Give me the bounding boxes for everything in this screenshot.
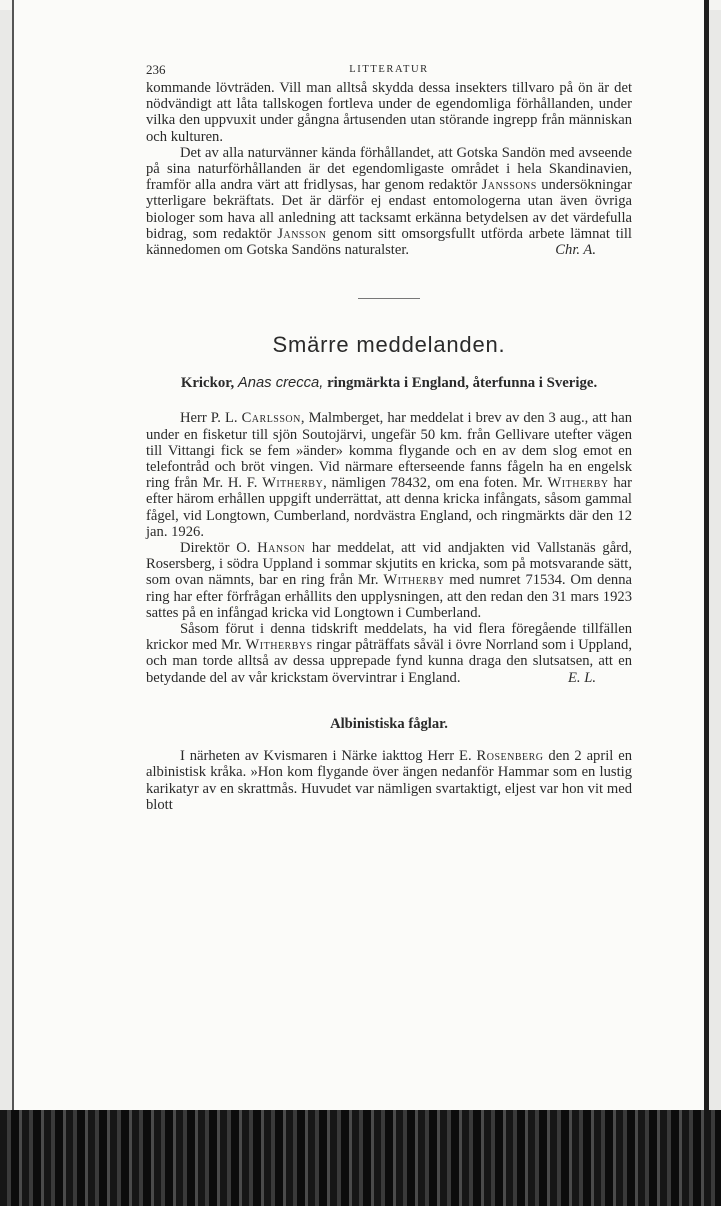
species-name: Anas crecca, [237, 375, 324, 392]
review-p2-text-c: genom sitt omsorgsfullt utförda arbete lämnat till kännedomen om Gotska Sandöns naturalster. [146, 225, 632, 259]
article-paragraph-2 [146, 540, 632, 621]
a2-p1-b: den 2 april en albinistisk kråka. »Hon kom flygande över ängen nedanför Hammar som en lustig karikatyr av en skrattmås. Huvudet var nämligen svartaktigt, eljest var hon vit med blott [146, 748, 632, 813]
review-p2-text-b: undersökningar ytterligare bekräftats. Det är därför ej endast entomologerna utan även övriga biologer som hava all anledning att tacksamt erkänna betydelsen av det värdefulla bidrag, som redaktör [146, 177, 633, 242]
a1-p3-a: Såsom förut i denna tidskrift meddelats, ha vid flera föregående tillfällen krickor med Mr. [146, 621, 632, 654]
article-paragraph-3 [146, 621, 632, 686]
a1-p1-d: har efter härom erhållen uppgift underrättat, att denna kricka infångats, såsom gammal fågel, vid Longtown, Cumberland, nordvästra England, och ringmärkts där den 12 jan. 1926. [146, 475, 632, 540]
article-paragraph-4 [146, 748, 632, 813]
a1-p2-a: Direktör O. [180, 540, 258, 557]
a1-p1-c: , nämligen 78432, om ena foten. Mr. [323, 475, 548, 492]
article-title: Albinistiska fåglar. [330, 715, 448, 732]
a1-p2-b: har meddelat, att vid andjakten vid Vallstanäs gård, Rosersberg, i södra Uppland i sommar skjutits en kricka, som på motsvarande sätt, som ovan nämnts, bar en ring från Mr. [146, 540, 632, 589]
review-paragraph-1 [146, 80, 632, 145]
a2-p1-a: I närheten av Kvismaren i Närke iakttog Herr E. [180, 748, 477, 765]
scan-edge-shadow [704, 0, 709, 1110]
a1-p1-b: , Malmberget, har meddelat i brev av den 3 aug., att han under en fisketur till sjön Soutojärvi, ungefär 50 km. från Gellivare utefter vägen till Vittangi fick se fem »änder» komma flygande och en av dem slog emot en telefontråd och bröt vingen. Vid närmare efterseende fanns fågeln ha en engelsk ring från Mr. H. F. [146, 410, 632, 492]
person-name-smallcaps: Witherby [547, 475, 609, 492]
author-name-smallcaps: Jansson [277, 225, 327, 242]
review-p2-text-a: Det av alla naturvänner kända förhållandet, att Gotska Sandön med avseende på sina naturförhållanden är det egendomligaste området i hela Skandinavien, framför alla andra värt att fridlysas, har genom redaktör [146, 144, 632, 194]
article-title-text-b: ringmärkta i England, återfunna i Sverige. [323, 375, 598, 392]
a1-p3-b: ringar påträffats såväl i övre Norrland som i Uppland, och man torde alltså av dessa upprepade fynd kunna draga den slutsatsen, att en betydande del av vår krickstam övervintrar i England. [146, 637, 632, 686]
section-title: Smärre meddelanden. [272, 332, 506, 358]
article-paragraph-1 [146, 410, 632, 540]
person-name-smallcaps: Witherby [262, 475, 324, 492]
running-title: LITTERATUR [349, 64, 429, 75]
author-name-smallcaps: Janssons [481, 177, 537, 194]
running-header [146, 62, 632, 80]
article-title-text-a: Krickor, [180, 375, 238, 392]
page-number: 236 [146, 62, 166, 77]
article-signature: E. L. [568, 669, 596, 686]
person-name-smallcaps: Rosenberg [476, 748, 544, 765]
person-name-smallcaps: Witherbys [245, 637, 313, 654]
person-name-smallcaps: Carlsson [241, 410, 301, 427]
review-signature: Chr. A. [555, 242, 596, 259]
a1-p2-c: med numret 71534. Om denna ring har efter förfrågan erhållits den upplysningen, att den redan den 31 mars 1923 sattes på en infångad kricka vid Longtown i Cumberland. [146, 572, 633, 621]
page-content [146, 62, 632, 813]
scan-bottom-background [0, 1110, 721, 1206]
a1-p1-a: Herr P. L. [180, 410, 242, 427]
review-p1-text: kommande lövträden. Vill man alltså skydda dessa insekters tillvaro på ön är det nödvändigt att låta tallskogen fortleva under de egendomliga förhållanden, under vilka den uppvuxit under gångna årtusenden utan störande ingrepp från människan och kulturen. [146, 80, 632, 145]
person-name-smallcaps: Hanson [257, 540, 306, 557]
article-title [146, 375, 632, 392]
review-paragraph-2 [146, 145, 632, 258]
person-name-smallcaps: Witherby [383, 572, 445, 589]
section-divider [358, 298, 420, 299]
